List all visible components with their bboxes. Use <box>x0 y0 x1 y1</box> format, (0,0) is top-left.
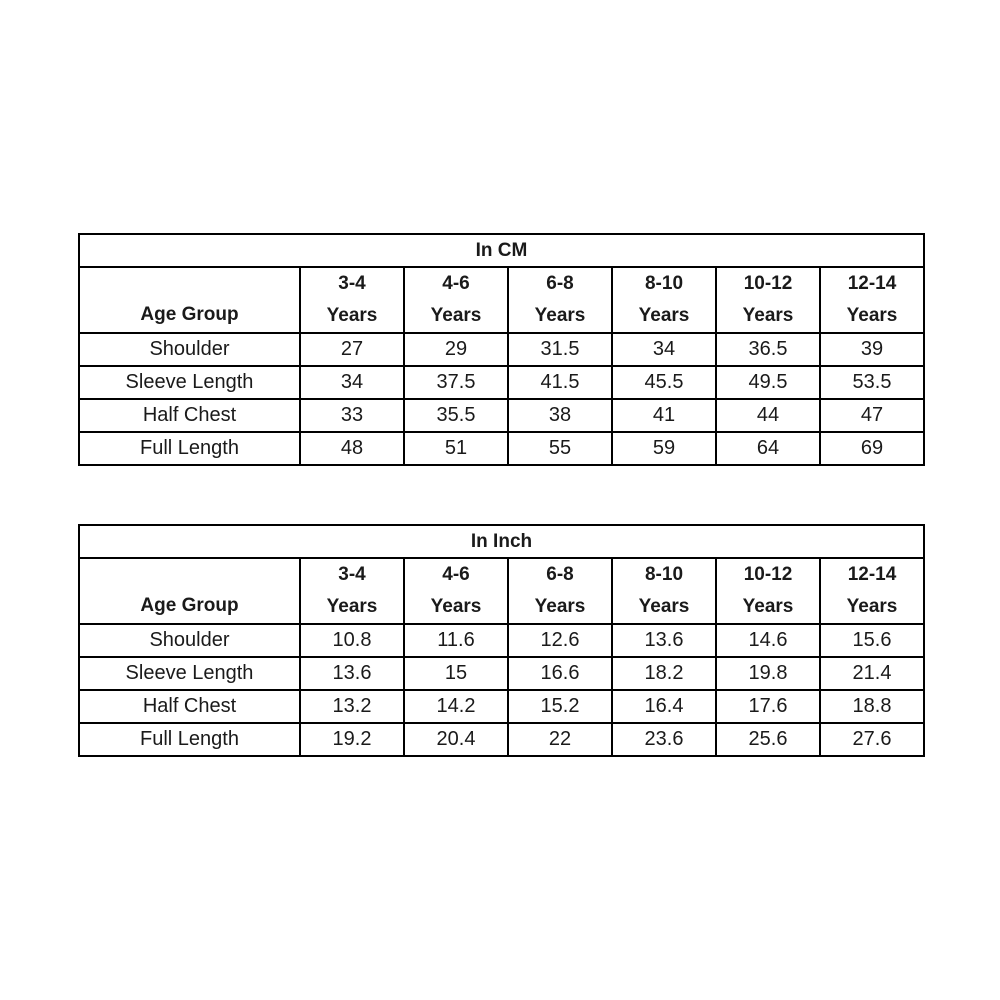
table-cell: 14.2 <box>404 690 508 723</box>
row-label: Sleeve Length <box>79 366 300 399</box>
table-cell: 59 <box>612 432 716 465</box>
column-header: 6-8 Years <box>508 267 612 333</box>
table-cell: 11.6 <box>404 624 508 657</box>
table-row <box>79 399 924 432</box>
column-header: 10-12 Years <box>716 558 820 624</box>
table-cell: 64 <box>716 432 820 465</box>
table-cell: 12.6 <box>508 624 612 657</box>
column-header: 6-8 Years <box>508 558 612 624</box>
size-table-cm <box>78 233 925 466</box>
row-label: Shoulder <box>79 624 300 657</box>
row-label: Half Chest <box>79 399 300 432</box>
table-cell: 13.2 <box>300 690 404 723</box>
size-table-inch <box>78 524 925 757</box>
table-cell: 45.5 <box>612 366 716 399</box>
row-label: Half Chest <box>79 690 300 723</box>
table-cell: 19.2 <box>300 723 404 756</box>
column-header: 4-6 Years <box>404 267 508 333</box>
table-row <box>79 333 924 366</box>
table-row <box>79 366 924 399</box>
row-label: Full Length <box>79 723 300 756</box>
table-cell: 27.6 <box>820 723 924 756</box>
column-header: 3-4 Years <box>300 267 404 333</box>
table-cell: 38 <box>508 399 612 432</box>
table-title: In Inch <box>79 525 924 558</box>
table-cell: 51 <box>404 432 508 465</box>
table-cell: 44 <box>716 399 820 432</box>
header-row <box>79 267 924 333</box>
table-cell: 34 <box>300 366 404 399</box>
table-cell: 18.8 <box>820 690 924 723</box>
table-title-row <box>79 234 924 267</box>
table-cell: 39 <box>820 333 924 366</box>
table-cell: 37.5 <box>404 366 508 399</box>
table-row <box>79 624 924 657</box>
column-header: 8-10 Years <box>612 267 716 333</box>
table-title: In CM <box>79 234 924 267</box>
table-cell: 23.6 <box>612 723 716 756</box>
table-cell: 17.6 <box>716 690 820 723</box>
table-cell: 29 <box>404 333 508 366</box>
age-group-header: Age Group <box>79 267 300 333</box>
table-cell: 41 <box>612 399 716 432</box>
table-cell: 25.6 <box>716 723 820 756</box>
column-header: 4-6 Years <box>404 558 508 624</box>
table-cell: 16.4 <box>612 690 716 723</box>
table-cell: 18.2 <box>612 657 716 690</box>
table-cell: 55 <box>508 432 612 465</box>
table-cell: 33 <box>300 399 404 432</box>
table-cell: 15 <box>404 657 508 690</box>
column-header: 10-12 Years <box>716 267 820 333</box>
table-row <box>79 657 924 690</box>
table-cell: 13.6 <box>300 657 404 690</box>
table-cell: 20.4 <box>404 723 508 756</box>
table-row <box>79 723 924 756</box>
table-cell: 21.4 <box>820 657 924 690</box>
table-title-row <box>79 525 924 558</box>
table-cell: 49.5 <box>716 366 820 399</box>
table-cell: 16.6 <box>508 657 612 690</box>
table-cell: 69 <box>820 432 924 465</box>
table-cell: 10.8 <box>300 624 404 657</box>
table-cell: 15.6 <box>820 624 924 657</box>
table-row <box>79 690 924 723</box>
table-cell: 47 <box>820 399 924 432</box>
column-header: 12-14 Years <box>820 558 924 624</box>
age-group-header: Age Group <box>79 558 300 624</box>
table-cell: 34 <box>612 333 716 366</box>
table-cell: 48 <box>300 432 404 465</box>
table-cell: 31.5 <box>508 333 612 366</box>
table-cell: 22 <box>508 723 612 756</box>
table-row <box>79 432 924 465</box>
table-cell: 19.8 <box>716 657 820 690</box>
table-cell: 15.2 <box>508 690 612 723</box>
table-cell: 27 <box>300 333 404 366</box>
table-cell: 53.5 <box>820 366 924 399</box>
table-cell: 35.5 <box>404 399 508 432</box>
column-header: 8-10 Years <box>612 558 716 624</box>
table-cell: 14.6 <box>716 624 820 657</box>
table-cell: 13.6 <box>612 624 716 657</box>
row-label: Sleeve Length <box>79 657 300 690</box>
table-cell: 41.5 <box>508 366 612 399</box>
row-label: Shoulder <box>79 333 300 366</box>
table-cell: 36.5 <box>716 333 820 366</box>
header-row <box>79 558 924 624</box>
column-header: 3-4 Years <box>300 558 404 624</box>
row-label: Full Length <box>79 432 300 465</box>
column-header: 12-14 Years <box>820 267 924 333</box>
